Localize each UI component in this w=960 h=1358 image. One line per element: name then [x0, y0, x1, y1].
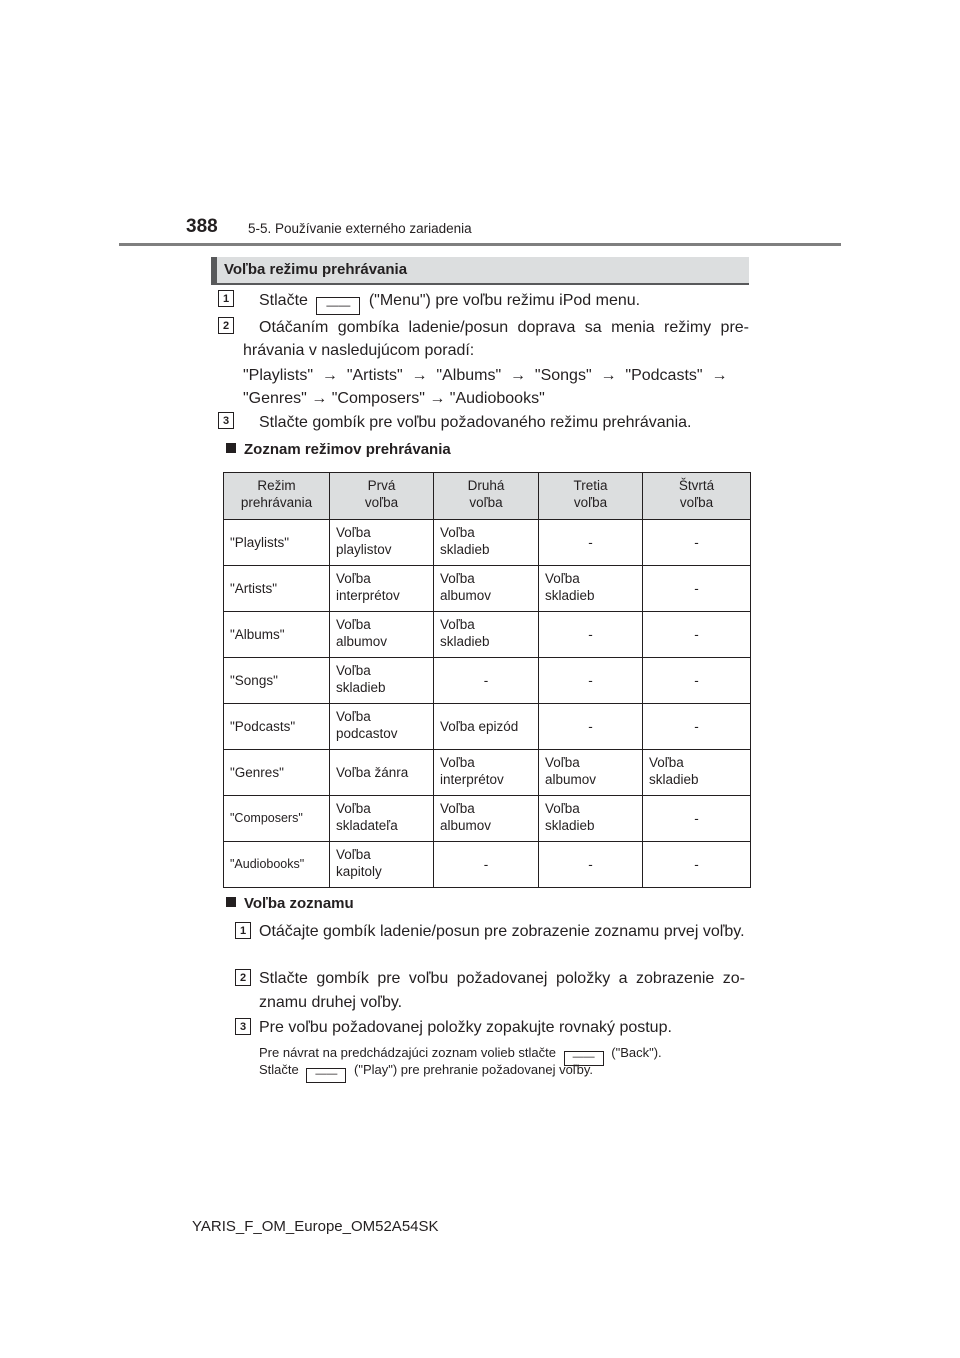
list-step-number-2: 2 — [235, 969, 251, 986]
table-cell: Voľba žánra — [330, 750, 434, 796]
table-row — [224, 704, 751, 750]
list-step-3-text: Pre voľbu požadovanej položky zopakujte rovnaký postup. — [259, 1019, 672, 1036]
column-header — [434, 473, 539, 520]
table-cell: Voľba skladateľa — [330, 796, 434, 842]
step-number-1: 1 — [218, 290, 234, 307]
table-row — [224, 566, 751, 612]
note-back-after: ("Back"). — [611, 1045, 662, 1060]
table-cell: "Audiobooks" — [224, 842, 330, 888]
table-cell: Voľba albumov — [539, 750, 643, 796]
section-heading: Voľba režimu prehrávania — [224, 261, 408, 278]
column-header — [330, 473, 434, 520]
header-rule — [119, 243, 841, 246]
square-bullet-icon — [226, 443, 236, 453]
table-cell: - — [643, 520, 751, 566]
list-step-1-text: Otáčajte gombík ladenie/posun pre zobrazenie zoznamu prvej voľby. — [259, 923, 745, 940]
step-3-text: Stlačte gombík pre voľbu požadovaného režimu prehrávania. — [259, 414, 692, 431]
table-cell: Voľba skladieb — [434, 612, 539, 658]
section-heading-rule — [211, 283, 749, 285]
table-cell: - — [434, 842, 539, 888]
table-cell: - — [539, 612, 643, 658]
column-header-text: Štvrtá voľba — [678, 478, 715, 510]
note-play — [259, 1062, 745, 1083]
menu-button-icon: —— — [316, 297, 360, 315]
table-cell: Voľba albumov — [330, 612, 434, 658]
list-select-heading — [226, 895, 354, 912]
table-row — [224, 750, 751, 796]
table-row — [224, 842, 751, 888]
back-button-icon: —— — [564, 1051, 604, 1066]
table-row — [224, 520, 751, 566]
step-1-before: Stlačte — [259, 292, 308, 309]
list-step-number-1: 1 — [235, 922, 251, 939]
square-bullet-icon — [226, 897, 236, 907]
table-cell: "Podcasts" — [224, 704, 330, 750]
table-cell: - — [643, 796, 751, 842]
table-cell: Voľba podcastov — [330, 704, 434, 750]
table-cell: Voľba skladieb — [643, 750, 751, 796]
page-number: 388 — [186, 216, 218, 237]
column-header — [539, 473, 643, 520]
column-header-text: Druhá voľba — [467, 478, 505, 510]
table-cell: Voľba interprétov — [330, 566, 434, 612]
table-cell: - — [434, 658, 539, 704]
table-cell: - — [539, 520, 643, 566]
table-cell: Voľba albumov — [434, 796, 539, 842]
list-step-number-3: 3 — [235, 1018, 251, 1035]
table-cell: - — [539, 842, 643, 888]
note-play-before: Stlačte — [259, 1062, 299, 1077]
table-header-row — [224, 473, 751, 520]
table-row — [224, 658, 751, 704]
column-header — [224, 473, 330, 520]
table-cell: "Genres" — [224, 750, 330, 796]
table-cell: "Composers" — [224, 796, 330, 842]
mode-order-line-2: "Genres" → "Composers" → "Audiobooks" — [243, 390, 545, 407]
table-cell: Voľba playlistov — [330, 520, 434, 566]
table-cell: "Playlists" — [224, 520, 330, 566]
table-cell: Voľba skladieb — [539, 566, 643, 612]
note-play-after: ("Play") pre prehranie požadovanej voľby. — [354, 1062, 593, 1077]
step-2-text: Otáčaním gombíka ladenie/posun doprava sa menia režimy pre-hrávania v nasledujúcom poradí: — [243, 319, 749, 359]
table-cell: "Songs" — [224, 658, 330, 704]
table-cell: Voľba albumov — [434, 566, 539, 612]
table-cell: - — [539, 658, 643, 704]
column-header-text: Tretia voľba — [573, 478, 608, 510]
mode-table — [223, 472, 751, 888]
column-header-text: Prvá voľba — [364, 478, 399, 510]
column-header — [643, 473, 751, 520]
table-cell: - — [539, 704, 643, 750]
step-1-text — [259, 289, 749, 315]
document-code: YARIS_F_OM_Europe_OM52A54SK — [192, 1218, 439, 1235]
table-cell: - — [643, 842, 751, 888]
section-title: 5-5. Používanie externého zariadenia — [248, 221, 472, 236]
list-select-heading-text: Voľba zoznamu — [244, 895, 354, 912]
table-cell: Voľba interprétov — [434, 750, 539, 796]
play-button-icon: —— — [306, 1068, 346, 1083]
step-1-after: ("Menu") pre voľbu režimu iPod menu. — [368, 292, 641, 309]
table-cell: - — [643, 612, 751, 658]
column-header-text: Režim prehrávania — [240, 478, 313, 510]
table-cell: Voľba skladieb — [330, 658, 434, 704]
step-number-2: 2 — [218, 317, 234, 334]
table-cell: Voľba skladieb — [539, 796, 643, 842]
table-row — [224, 612, 751, 658]
mode-list-heading-text: Zoznam režimov prehrávania — [244, 441, 451, 458]
table-cell: - — [643, 566, 751, 612]
table-cell: - — [643, 658, 751, 704]
mode-order-line-1: "Playlists" → "Artists" → "Albums" → "Songs" → "Podcasts" → — [243, 367, 728, 384]
list-step-2-text: Stlačte gombík pre voľbu požadovanej položky a zobrazenie zo-znamu druhej voľby. — [259, 970, 745, 1011]
table-row — [224, 796, 751, 842]
step-number-3: 3 — [218, 412, 234, 429]
table-cell: "Artists" — [224, 566, 330, 612]
table-cell: Voľba kapitoly — [330, 842, 434, 888]
mode-list-heading — [226, 441, 451, 458]
table-cell: - — [643, 704, 751, 750]
note-back-before: Pre návrat na predchádzajúci zoznam volieb stlačte — [259, 1045, 556, 1060]
table-cell: Voľba epizód — [434, 704, 539, 750]
table-cell: "Albums" — [224, 612, 330, 658]
table-cell: Voľba skladieb — [434, 520, 539, 566]
